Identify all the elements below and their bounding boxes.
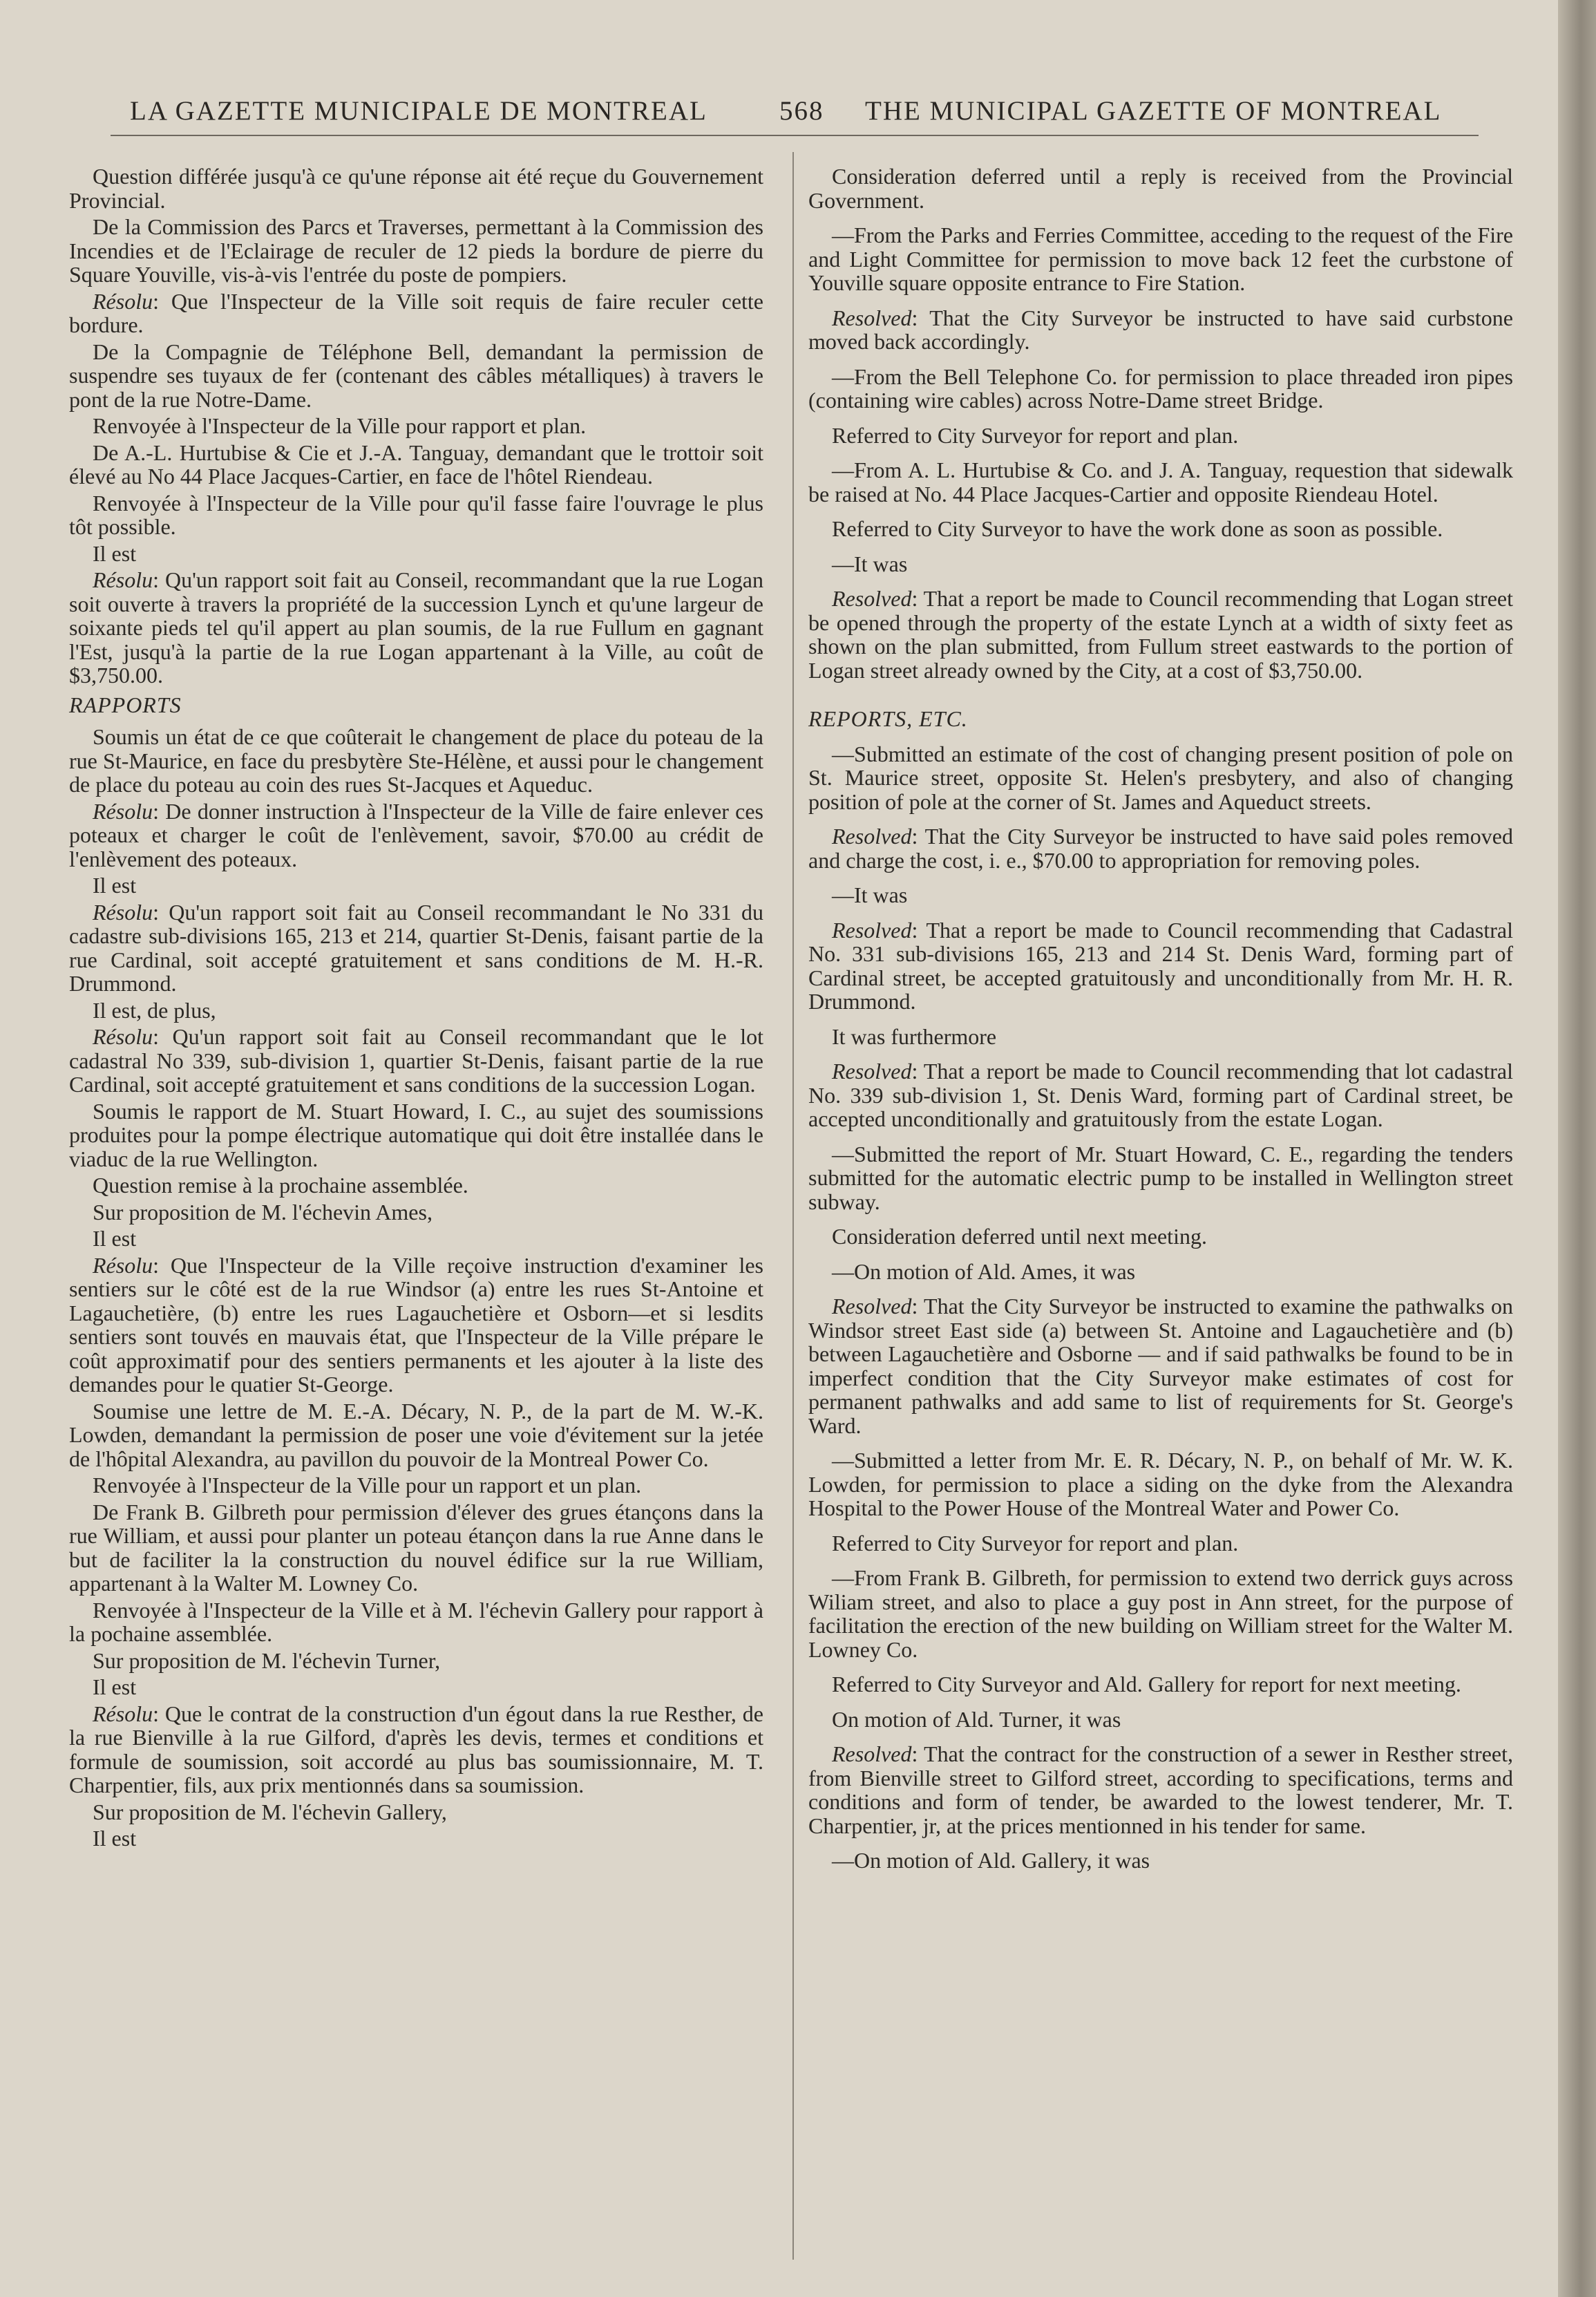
paragraph-text: De la Compagnie de Téléphone Bell, demandant la permission de suspendre ses tuyaux de fer (contenant des câbles métalliques) à travers le pont de la rue Notre-Dame. (69, 339, 763, 412)
paragraph (808, 1742, 1513, 1837)
paragraph-text: Renvoyée à l'Inspecteur de la Ville pour rapport et plan. (93, 413, 587, 438)
paragraph-text: : Qu'un rapport soit fait au Conseil recommandant le No 331 du cadastre sub-divisions 165, 213 et 214, quartier St-Denis, faisant partie de la rue Cardinal, soit accepté gratuitement et sans conditions de M. H.-R. Drummond. (69, 899, 763, 996)
paragraph (69, 1254, 763, 1397)
paragraph-text: : De donner instruction à l'Inspecteur de la Ville de faire enlever ces poteaux et charger le coût de l'enlèvement, savoir, $70.00 au crédit de l'enlèvement des poteaux. (69, 798, 763, 871)
paragraph-text: : That the contract for the construction of a sewer in Resther street, from Bienville street to Gilford street, according to specifications, terms and conditions and form of tender, be awarded to the lowest tenderer, Mr. T. Charpentier, jr, at the prices mentionned in his tender for same. (808, 1741, 1513, 1838)
paragraph (69, 1473, 763, 1497)
paragraph-text: : That a report be made to Council recommending that lot cadastral No. 339 sub-division 1, St. Denis Ward, forming part of Cardinal street, be accepted unconditionally and gratuitously from the estate Logan. (808, 1059, 1513, 1131)
paragraph (69, 800, 763, 871)
resolution-label: Résolu (93, 567, 153, 592)
paragraph-text: Il est (93, 540, 137, 566)
resolution-label: Résolu (93, 288, 153, 314)
paragraph (808, 742, 1513, 814)
paragraph (808, 883, 1513, 907)
paragraph (69, 414, 763, 438)
paragraph (808, 1059, 1513, 1131)
section-heading: REPORTS, ETC. (808, 706, 968, 731)
paragraph (808, 552, 1513, 576)
paragraph-text: Consideration deferred until next meeting. (832, 1224, 1207, 1249)
resolution-label: Résolu (93, 1701, 153, 1726)
paragraph (69, 1099, 763, 1171)
paragraph-text: : Que l'Inspecteur de la Ville soit requis de faire reculer cette bordure. (69, 288, 763, 337)
paragraph-text: Consideration deferred until a reply is received from the Provincial Government. (808, 164, 1513, 213)
paragraph (808, 424, 1513, 448)
paragraph-text: Referred to City Surveyor for report and plan. (832, 422, 1239, 448)
paragraph (808, 1260, 1513, 1284)
paragraph (69, 290, 763, 337)
paragraph-text: It was furthermore (832, 1023, 997, 1049)
paragraph-text: On motion of Ald. Turner, it was (832, 1706, 1121, 1732)
paragraph-text: —Submitted the report of Mr. Stuart Howard, C. E., regarding the tenders submitted for the automatic electric pump to be installed in Wellington street subway. (808, 1141, 1513, 1214)
paragraph (69, 1675, 763, 1699)
paragraph (808, 365, 1513, 413)
paragraph (808, 824, 1513, 872)
page-header (104, 95, 1485, 131)
paragraph-text: : That the City Surveyor be instructed to have said poles removed and charge the cost, i. e., $70.00 to appropriation for removing poles. (808, 824, 1513, 873)
paragraph (808, 458, 1513, 506)
paragraph (808, 1142, 1513, 1214)
paragraph-text: : That a report be made to Council recommending that Logan street be opened through the property of the estate Lynch at a width of sixty feet as shown on the plan submitted, from Fullum street eastwards to the portion of Logan street already owned by the City, at a cost of $3,750.00. (808, 586, 1513, 683)
paragraph-text: : Qu'un rapport soit fait au Conseil recommandant que le lot cadastral No 339, sub-division 1, quartier St-Denis, faisant partie de la rue Cardinal, soit accepté gratuitement et sans conditions de la succession Logan. (69, 1024, 763, 1097)
paragraph-text: : That the City Surveyor be instructed to examine the pathwalks on Windsor street East side (a) between St. Antoine and Lagauchetière and (b) between Lagauchetière and Osborne — and if said pathwalks be found to be in imperfect condition that the City Surveyor make estimates of cost for permanent pathwalks and add same to list of requirements for St. George's Ward. (808, 1294, 1513, 1438)
paragraph-text: : Que l'Inspecteur de la Ville reçoive instruction d'examiner les sentiers sur le côté est de la rue Windsor (a) entre les rues St-Antoine et Lagauchetière, (b) entre les rues Lagauchetière et Osborn—et si lesdits sentiers sont touvés en mauvais état, que l'Inspecteur de la Ville prépare le coût approximatif pour des sentiers permanents et les ajouter à la liste des demandes pour le quatier St-George. (69, 1252, 763, 1397)
paragraph-text: De Frank B. Gilbreth pour permission d'élever des grues étançons dans la rue William, et aussi pour planter un poteau étançon dans la rue Anne dans le but de faciliter la la construction du nouvel édifice sur la rue William, appartenant à la Walter M. Lowney Co. (69, 1499, 763, 1596)
resolution-label: Résolu (93, 798, 153, 824)
resolution-label: Resolved (832, 586, 912, 611)
paragraph (69, 1826, 763, 1851)
paragraph (69, 542, 763, 566)
paragraph-text: De A.-L. Hurtubise & Cie et J.-A. Tanguay, demandant que le trottoir soit élevé au No 44 Place Jacques-Cartier, en face de l'hôtel Riendeau. (69, 439, 763, 489)
paragraph-text: —It was (832, 551, 908, 576)
paragraph (69, 164, 763, 212)
resolution-label: Resolved (832, 1059, 912, 1084)
paragraph-text: —Submitted an estimate of the cost of changing present position of pole on St. Maurice street, opposite St. Helen's presbytery, and also of changing position of pole at the corner of St. James and Aqueduct streets. (808, 741, 1513, 814)
resolution-label: Resolved (832, 1294, 912, 1318)
paragraph-text: Il est (93, 1226, 137, 1251)
paragraph (69, 1702, 763, 1797)
paragraph-text: Sur proposition de M. l'échevin Ames, (93, 1199, 433, 1225)
paragraph-text: —On motion of Ald. Ames, it was (832, 1258, 1136, 1284)
paragraph (69, 1598, 763, 1646)
paragraph (69, 999, 763, 1023)
paragraph (69, 441, 763, 489)
paragraph (69, 725, 763, 797)
paragraph-text: Il est (93, 873, 137, 898)
paragraph (69, 568, 763, 688)
resolution-label: Résolu (93, 1252, 153, 1278)
paragraph (808, 517, 1513, 541)
book-gutter (1558, 0, 1596, 2297)
paragraph (69, 491, 763, 539)
paragraph-text: —On motion of Ald. Gallery, it was (832, 1848, 1150, 1873)
paragraph (69, 1200, 763, 1225)
paragraph (808, 1294, 1513, 1437)
resolution-label: Resolved (832, 1741, 912, 1766)
paragraph (808, 164, 1513, 212)
french-column (69, 164, 763, 1853)
resolution-label: Résolu (93, 1024, 153, 1049)
paragraph-text: : That the City Surveyor be instructed to have said curbstone moved back accordingly. (808, 305, 1513, 354)
paragraph-text: Renvoyée à l'Inspecteur de la Ville pour un rapport et un plan. (93, 1473, 642, 1497)
paragraph-text: Referred to City Surveyor for report and plan. (832, 1530, 1239, 1556)
paragraph (808, 587, 1513, 682)
resolution-label: Resolved (832, 824, 912, 849)
paragraph (808, 1849, 1513, 1873)
section-heading: RAPPORTS (69, 692, 182, 717)
paragraph-text: Il est (93, 1674, 137, 1699)
paragraph-text: —From the Parks and Ferries Committee, acceding to the request of the Fire and Light Committee for permission to move back 12 feet the curbstone of Youville square opposite entrance to Fire Station. (808, 223, 1513, 295)
paragraph-text: Question différée jusqu'à ce qu'une réponse ait été reçue du Gouvernement Provincial. (69, 164, 763, 213)
header-french-title: LA GAZETTE MUNICIPALE DE MONTREAL (130, 96, 707, 126)
paragraph (69, 1399, 763, 1471)
paragraph-text: De la Commission des Parcs et Traverses, permettant à la Commission des Incendies et de l'Eclairage de reculer de 12 pieds la bordure de pierre du Square Youville, vis-à-vis l'entrée du poste de pompiers. (69, 214, 763, 287)
paragraph-text: Renvoyée à l'Inspecteur de la Ville et à M. l'échevin Gallery pour rapport à la pochaine assemblée. (69, 1597, 763, 1646)
column-divider (792, 152, 794, 2260)
paragraph (808, 1448, 1513, 1520)
paragraph-text: Il est (93, 1826, 137, 1851)
paragraph (69, 1500, 763, 1596)
paragraph (808, 1708, 1513, 1732)
paragraph (69, 1649, 763, 1673)
resolution-label: Résolu (93, 899, 153, 925)
paragraph-text: —Submitted a letter from Mr. E. R. Décary, N. P., on behalf of Mr. W. K. Lowden, for permission to place a siding on the dyke from the Alexandra Hospital to the Power House of the Montreal Water and Power Co. (808, 1448, 1513, 1520)
paragraph (69, 340, 763, 412)
paragraph-text: Renvoyée à l'Inspecteur de la Ville pour qu'il fasse faire l'ouvrage le plus tôt possible. (69, 490, 763, 539)
paragraph (69, 873, 763, 898)
paragraph (808, 1531, 1513, 1556)
resolution-label: Resolved (832, 305, 912, 330)
paragraph (808, 1025, 1513, 1049)
paragraph-text: Referred to City Surveyor and Ald. Gallery for report for next meeting. (832, 1672, 1461, 1696)
paragraph (808, 223, 1513, 295)
paragraph-text: Referred to City Surveyor to have the work done as soon as possible. (832, 516, 1443, 541)
paragraph-text: Question remise à la prochaine assemblée. (93, 1173, 468, 1198)
paragraph-text: : Qu'un rapport soit fait au Conseil, recommandant que la rue Logan soit ouverte à travers la propriété de la succession Lynch et qu'une largeur de soixante pieds tel qu'il appert au plan soumis, de la rue Fullum en gagnant l'Est, jusqu'à la partie de la rue Logan appartenant à la Ville, au coût de $3,750.00. (69, 567, 763, 688)
paragraph (69, 1227, 763, 1251)
paragraph-text: —It was (832, 882, 908, 907)
paragraph (808, 1225, 1513, 1249)
paragraph-text: Sur proposition de M. l'échevin Turner, (93, 1647, 441, 1673)
header-rule (111, 135, 1479, 136)
paragraph (808, 306, 1513, 354)
paragraph (69, 1800, 763, 1824)
paragraph-text: —From Frank B. Gilbreth, for permission to extend two derrick guys across Wiliam street, and also to place a guy post in Ann street, for the purpose of facilitation the erection of the new building on William street for the Walter M. Lowney Co. (808, 1565, 1513, 1662)
paragraph-text: Il est, de plus, (93, 997, 216, 1023)
page-number: 568 (779, 96, 824, 126)
paragraph-text: : Que le contrat de la construction d'un égout dans la rue Resther, de la rue Bienville à la rue Gilford, d'après les devis, termes et conditions et formule de soumission, soit accordé au plus bas soumissionnaire, M. T. Charpentier, fils, aux prix mentionnés dans sa soumission. (69, 1701, 763, 1797)
paragraph-text: Soumise une lettre de M. E.-A. Décary, N. P., de la part de M. W.-K. Lowden, demandant la permission de poser une voie d'évitement sur la jetée de l'hôpital Alexandra, au pavillon du pouvoir de la Montreal Power Co. (69, 1398, 763, 1471)
english-column (808, 164, 1513, 1884)
paragraph-text: Soumis le rapport de M. Stuart Howard, I. C., au sujet des soumissions produites pour la pompe électrique automatique qui doit être installée dans le viaduc de la rue Wellington. (69, 1098, 763, 1171)
paragraph (808, 1566, 1513, 1661)
paragraph (808, 918, 1513, 1014)
paragraph-text: Soumis un état de ce que coûterait le changement de place du poteau de la rue St-Maurice, en face du presbytère Ste-Hélène, et aussi pour le changement de place du poteau au coin des rues St-Jacques et Aqueduc. (69, 724, 763, 797)
paragraph-text: : That a report be made to Council recommending that Cadastral No. 331 sub-divisions 165, 213 and 214 St. Denis Ward, forming part of Cardinal street, be accepted gratuitously and unconditionally from Mr. H. R. Drummond. (808, 917, 1513, 1014)
paragraph (69, 215, 763, 287)
paragraph (808, 1672, 1513, 1696)
paragraph-text: —From the Bell Telephone Co. for permission to place threaded iron pipes (containing wire cables) across Notre-Dame street Bridge. (808, 363, 1513, 413)
paragraph-text: —From A. L. Hurtubise & Co. and J. A. Tanguay, requestion that sidewalk be raised at No. 44 Place Jacques-Cartier and opposite Riendeau Hotel. (808, 457, 1513, 507)
paragraph (69, 1173, 763, 1198)
header-english-title: THE MUNICIPAL GAZETTE OF MONTREAL (865, 96, 1442, 126)
paragraph-text: Sur proposition de M. l'échevin Gallery, (93, 1799, 447, 1824)
paragraph (69, 1025, 763, 1097)
resolution-label: Resolved (832, 917, 912, 943)
paragraph (69, 900, 763, 996)
